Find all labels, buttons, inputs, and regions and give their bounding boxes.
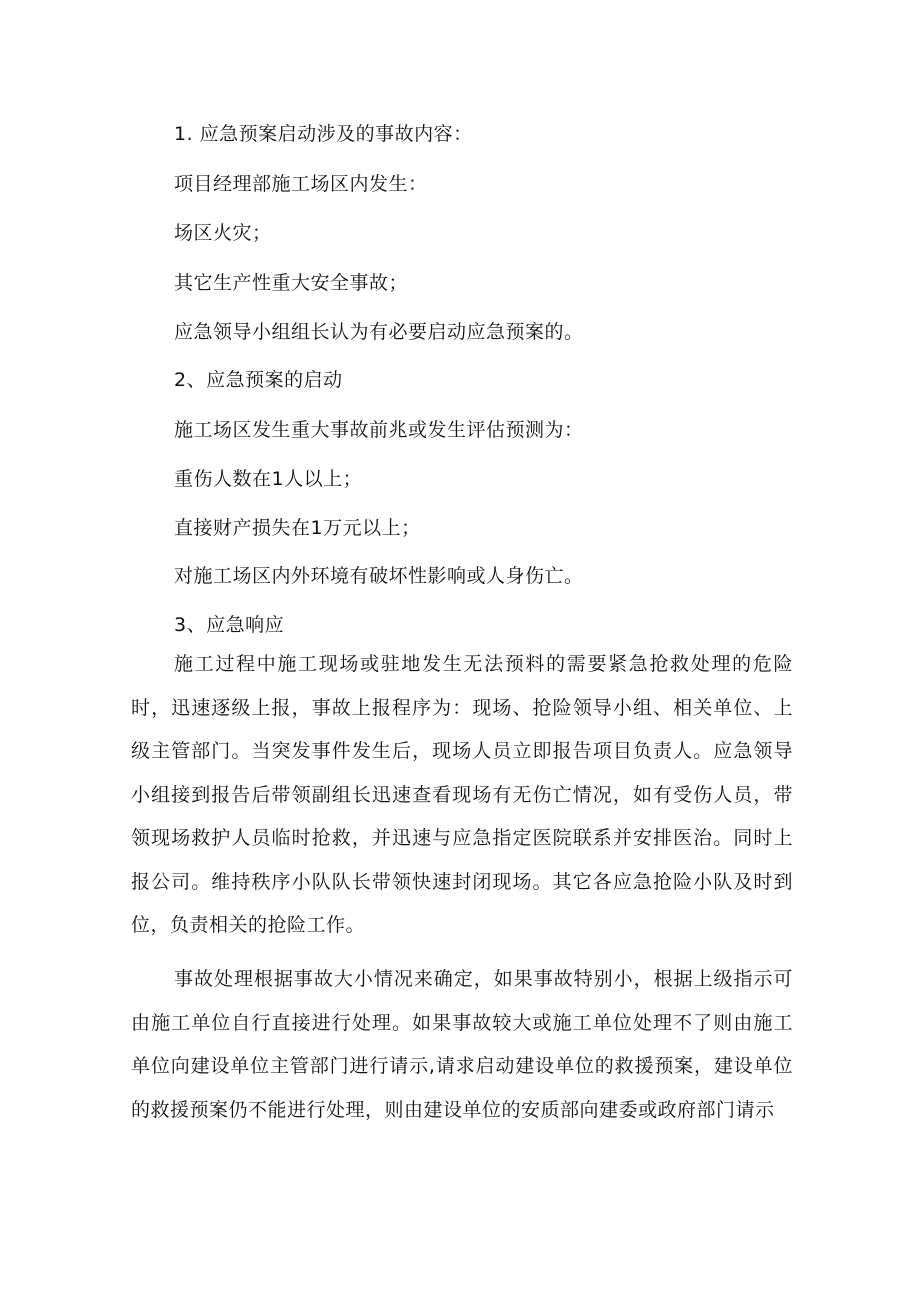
item-forecast: 施工场区发生重大事故前兆或发生评估预测为： <box>174 419 584 441</box>
item-environment: 对施工场区内外环境有破坏性影响或人身伤亡。 <box>174 565 584 587</box>
item-1-heading: 1. 应急预案启动涉及的事故内容： <box>174 123 473 145</box>
paragraph-response: 施工过程中施工现场或驻地发生无法预料的需要紧急抢救处理的危险时，迅速逐级上报，事故上报程序为：现场、抢险领导小组、相关单位、上级主管部门。当突发事件发生后，现场人员立即报告项目负责人。应急领导小组接到报告后带领副组长迅速查看现场有无伤亡情况，如有受伤人员，带领现场救护人员临时抢救，并迅速与应急指定医院联系并安排医治。同时上报公司。维持秩序小队队长带领快速封闭现场。其它各应急抢险小队及时到位，负责相关的抢险工作。 <box>131 653 793 936</box>
item-major-accident: 其它生产性重大安全事故； <box>174 272 409 294</box>
item-leader-decision: 应急领导小组组长认为有必要启动应急预案的。 <box>174 321 584 343</box>
item-location: 项目经理部施工场区内发生： <box>174 173 428 195</box>
paragraph-handling: 事故处理根据事故大小情况来确定，如果事故特别小，根据上级指示可由施工单位自行直接进行处理。如果事故较大或施工单位处理不了则由施工单位向建设单位主管部门进行请示,请求启动建设单位的救援预案，建设单位的救援预案仍不能进行处理，则由建设单位的安质部向建委或政府部门请示 <box>131 968 793 1121</box>
item-3-heading: 3、应急响应 <box>174 614 285 636</box>
item-property-loss: 直接财产损失在1万元以上； <box>174 517 421 539</box>
item-fire: 场区火灾； <box>174 222 272 244</box>
item-injuries: 重伤人数在1人以上； <box>174 468 363 490</box>
item-2-heading: 2、应急预案的启动 <box>174 369 343 391</box>
